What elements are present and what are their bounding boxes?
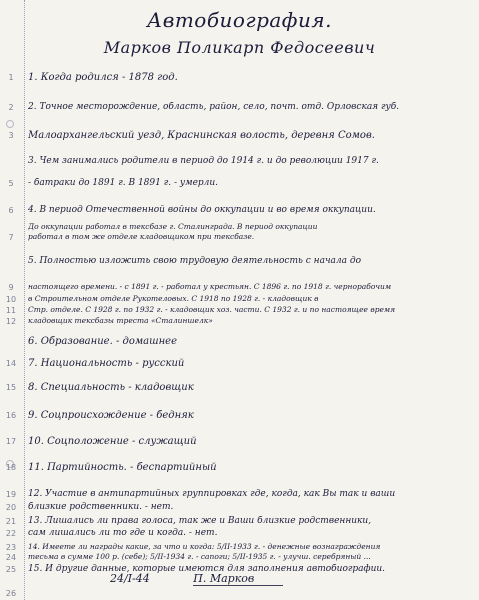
handwritten-signature: П. Марков bbox=[193, 572, 283, 586]
line-number: 18 bbox=[5, 463, 17, 472]
document-title: Автобиография. bbox=[147, 8, 332, 32]
form-line: настоящего времени. - с 1891 г. - работал у крестьян. С 1896 г. по 1918 г. чернорабочим bbox=[28, 282, 392, 291]
form-line: кладовщик тексбазы треста «Сталиншелк» bbox=[28, 316, 213, 325]
line-number: 15 bbox=[5, 383, 17, 392]
line-number: 12 bbox=[5, 317, 17, 326]
line-number: 1 bbox=[8, 73, 14, 82]
line-number: 23 bbox=[5, 543, 17, 552]
form-line: в Строительном отделе Рукотеловых. С 1918 по 1928 г. - кладовщик в bbox=[28, 294, 319, 303]
form-line: 10. Соцположение - служащий bbox=[28, 436, 197, 447]
form-line: 1. Когда родился - 1878 год. bbox=[28, 72, 178, 83]
line-number: 5 bbox=[8, 179, 14, 188]
form-line: 15. И другие данные, которые имеются для заполнения автобиографии. bbox=[28, 564, 386, 574]
signature-block bbox=[110, 572, 370, 586]
form-line: работал в том же отделе кладовщиком при тексбазе. bbox=[28, 232, 255, 241]
line-number: 16 bbox=[5, 411, 17, 420]
form-line: 14. Имеете ли награды какие, за что и когда: 5/II-1933 г. - денежные вознаграждения bbox=[28, 542, 381, 551]
form-line: - батраки до 1891 г. В 1891 г. - умерли. bbox=[28, 178, 219, 188]
form-line: тесьма в сумме 100 р. (себе); 5/II-1934 г. - сапоги; 5/II-1935 г. - улучш. серебряный ... bbox=[28, 552, 371, 561]
line-number: 7 bbox=[8, 233, 14, 242]
line-number: 22 bbox=[5, 529, 17, 538]
punch-hole bbox=[6, 120, 14, 128]
form-line: сам лишались ли то где и когда. - нет. bbox=[28, 528, 218, 538]
signature-date: 24/I-44 bbox=[110, 572, 150, 585]
line-number: 14 bbox=[5, 359, 17, 368]
form-line: 7. Национальность - русский bbox=[28, 358, 185, 369]
left-margin-line bbox=[24, 0, 25, 600]
line-number: 6 bbox=[8, 206, 14, 215]
author-name: Марков Поликарп Федосеевич bbox=[103, 38, 376, 57]
form-line: 5. Полностью изложить свою трудовую деятельность с начала до bbox=[28, 256, 361, 266]
line-number: 17 bbox=[5, 437, 17, 446]
form-line: До оккупации работал в тексбазе г. Сталинграда. В период оккупации bbox=[28, 222, 318, 231]
form-line: 4. В период Отечественной войны до оккупации и во время оккупации. bbox=[28, 205, 376, 215]
form-line: близкие родственники. - нет. bbox=[28, 502, 174, 512]
line-number: 25 bbox=[5, 565, 17, 574]
line-number: 10 bbox=[5, 295, 17, 304]
form-line: 3. Чем занимались родители в период до 1914 г. и до революции 1917 г. bbox=[28, 156, 379, 166]
line-number: 24 bbox=[5, 553, 17, 562]
form-line: Стр. отделе. С 1928 г. по 1932 г. - кладовщик хоз. части. С 1932 г. и по настоящее время bbox=[28, 305, 396, 314]
line-number: 26 bbox=[5, 589, 17, 598]
line-number: 21 bbox=[5, 517, 17, 526]
form-line: 6. Образование. - домашнее bbox=[28, 336, 178, 347]
form-line: 12. Участие в антипартийных группировках где, когда, как Вы так и ваши bbox=[28, 489, 396, 499]
line-number: 2 bbox=[8, 103, 14, 112]
form-line: 2. Точное месторождение, область, район, село, почт. отд. Орловская губ. bbox=[28, 102, 400, 112]
line-number: 9 bbox=[8, 283, 14, 292]
form-line: 11. Партийность. - беспартийный bbox=[28, 462, 217, 473]
form-line: 9. Соцпроисхождение - бедняк bbox=[28, 410, 194, 421]
form-line: Малоархангельский уезд, Краснинская волость, деревня Сомов. bbox=[28, 130, 375, 141]
form-line: 13. Лишались ли права голоса, так же и Ваши близкие родственники, bbox=[28, 516, 372, 526]
line-number: 3 bbox=[8, 131, 14, 140]
line-number: 19 bbox=[5, 490, 17, 499]
form-line: 8. Специальность - кладовщик bbox=[28, 382, 194, 393]
line-number: 11 bbox=[5, 306, 17, 315]
line-number: 20 bbox=[5, 503, 17, 512]
